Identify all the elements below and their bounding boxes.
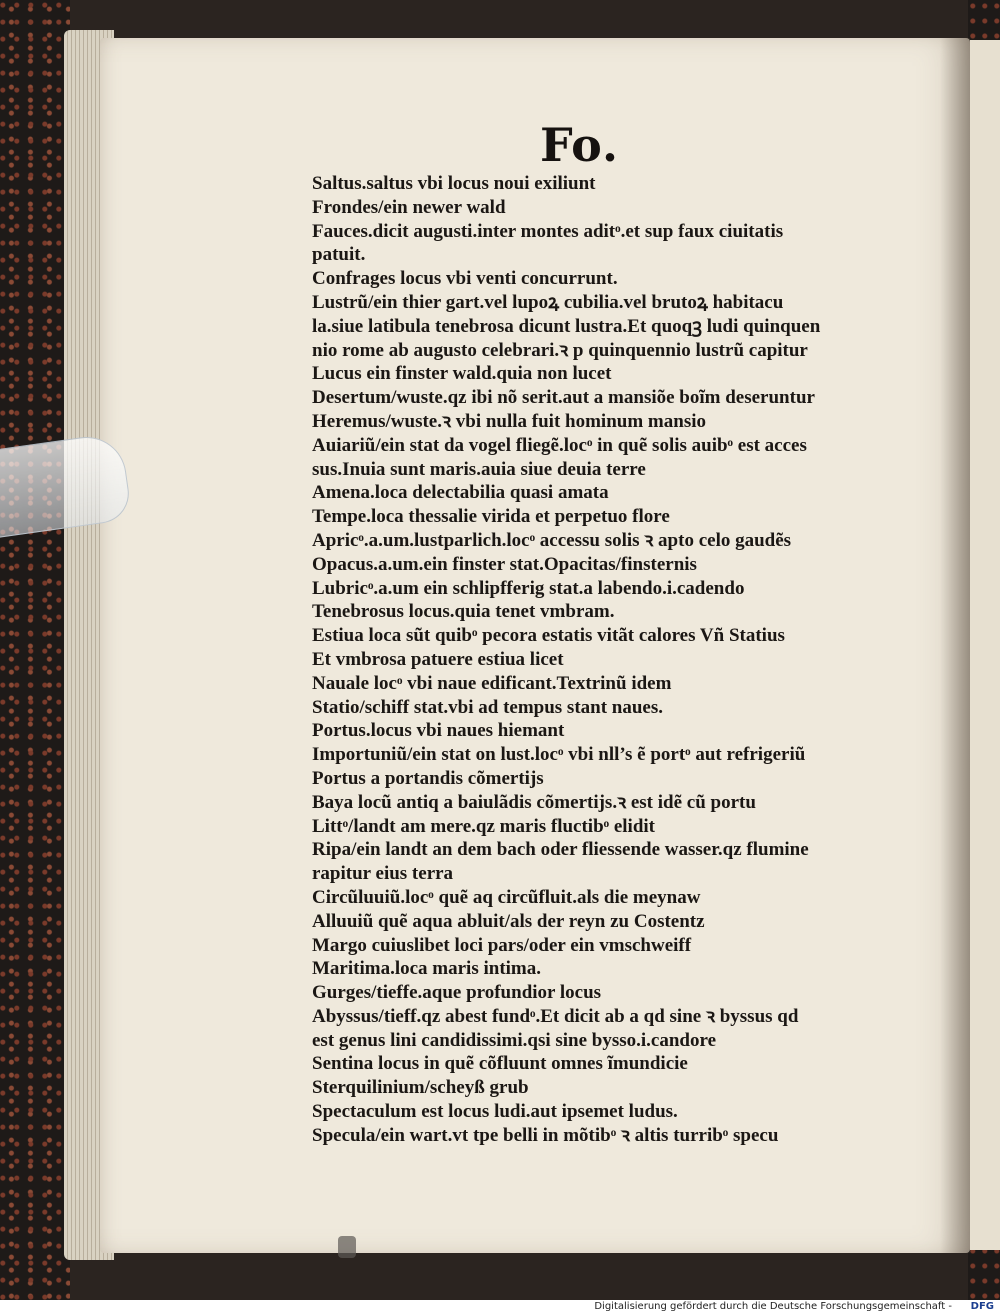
text-line: Spectaculum est locus ludi.aut ipsemet ludus. [312,1101,678,1123]
text-line: Opacus.a.um.ein finster stat.Opacitas/finsternis [312,553,697,575]
text-line: Desertum/wuste.qz ibi nõ serit.aut a mansiõe boĩm deseruntur [312,387,815,409]
text-line: est genus lini candidissimi.qsi sine bysso.i.candore [312,1029,717,1051]
text-line: Littᵒ/landt am mere.qz maris fluctibᵒ elidit [312,815,656,837]
text-line: Tempe.loca thessalie virida et perpetuo flore [312,506,670,528]
text-line: Estiua loca sũt quibᵒ pecora estatis vitãt calores Vñ Statius [312,625,785,647]
text-line: Statio/schiff stat.vbi ad tempus stant naues. [312,696,664,718]
facing-page-edge [970,40,1000,1250]
text-line: Sentina locus in quẽ cõfluunt omnes ĩmundicie [312,1053,688,1075]
text-line: Lubricᵒ.a.um ein schlipfferig stat.a labendo.i.cadendo [312,577,745,599]
dfg-logo: DFG [970,1301,994,1312]
ink-blot [338,1236,356,1258]
text-line: Alluuiũ quẽ aqua abluit/als der reyn zu Costentz [312,910,705,932]
text-line: Lucus ein finster wald.quia non lucet [312,363,612,385]
text-line: Lustrũ/ein thier gart.vel lupoꝝ cubilia.vel brutoꝝ habitacu [312,291,784,313]
text-line: Importuniũ/ein stat on lust.locᵒ vbi nll’s ẽ portᵒ aut refrigeriũ [312,744,806,766]
text-line: Et vmbrosa patuere estiua licet [312,648,564,670]
text-line: Maritima.loca maris intima. [312,958,542,980]
page-gutter-shadow [940,38,970,1253]
text-line: Circũluuiũ.locᵒ quẽ aq circũfluit.als die meynaw [312,886,701,908]
text-line: patuit. [312,244,366,266]
text-line: Specula/ein wart.vt tpe belli in mõtibᵒ ꝛ altis turribᵒ specu [312,1124,779,1146]
text-line: Nauale locᵒ vbi naue edificant.Textrinũ idem [312,672,672,694]
text-line: Tenebrosus locus.quia tenet vmbram. [312,601,615,623]
text-line: Saltus.saltus vbi locus noui exiliunt [312,173,596,194]
text-line: sus.Inuia sunt maris.auia siue deuia terre [312,458,646,480]
text-line: nio rome ab augusto celebrari.ꝛ p quinquennio lustrũ capitur [312,339,808,361]
text-line: Baya locũ antiq a baiulãdis cõmertijs.ꝛ est idẽ cũ portu [312,791,756,813]
text-line: Frondes/ein newer wald [312,196,506,218]
text-line: la.siue latibula tenebrosa dicunt lustra.Et quoqꝫ ludi quinquen [312,315,821,337]
text-line: Apricᵒ.a.um.lustparlich.locᵒ accessu solis ꝛ apto celo gaudẽs [312,529,792,551]
text-line: Abyssus/tieff.qz abest fundᵒ.Et dicit ab a qd sine ꝛ byssus qd [312,1005,799,1027]
book-cover-left [0,0,70,1300]
text-line: rapitur eius terra [312,863,454,885]
text-line: Gurges/tieffe.aque profundior locus [312,982,602,1004]
text-line: Heremus/wuste.ꝛ vbi nulla fuit hominum mansio [312,410,706,432]
text-line: Confrages locus vbi venti concurrunt. [312,268,618,290]
page-heading: Fo. [540,118,620,172]
text-line: Portus a portandis cõmertijs [312,767,544,789]
text-line: Ripa/ein landt an dem bach oder fliessende wasser.qz flumine [312,839,809,861]
footer-bar [0,1300,1000,1314]
text-line: Margo cuiuslibet loci pars/oder ein vmschweiff [312,934,692,956]
text-line: Sterquilinium/scheyß grub [312,1077,529,1099]
text-line: Fauces.dicit augusti.inter montes aditᵒ.et sup faux ciuitatis [312,220,784,242]
text-line: Portus.locus vbi naues hiemant [312,720,565,742]
text-line: Auiariũ/ein stat da vogel fliegẽ.locᵒ in quẽ solis auibᵒ est acces [312,434,807,456]
text-line: Amena.loca delectabilia quasi amata [312,482,609,504]
text-block [312,172,892,1148]
footer-credit: Digitalisierung gefördert durch die Deutsche Forschungsgemeinschaft - [594,1301,952,1312]
